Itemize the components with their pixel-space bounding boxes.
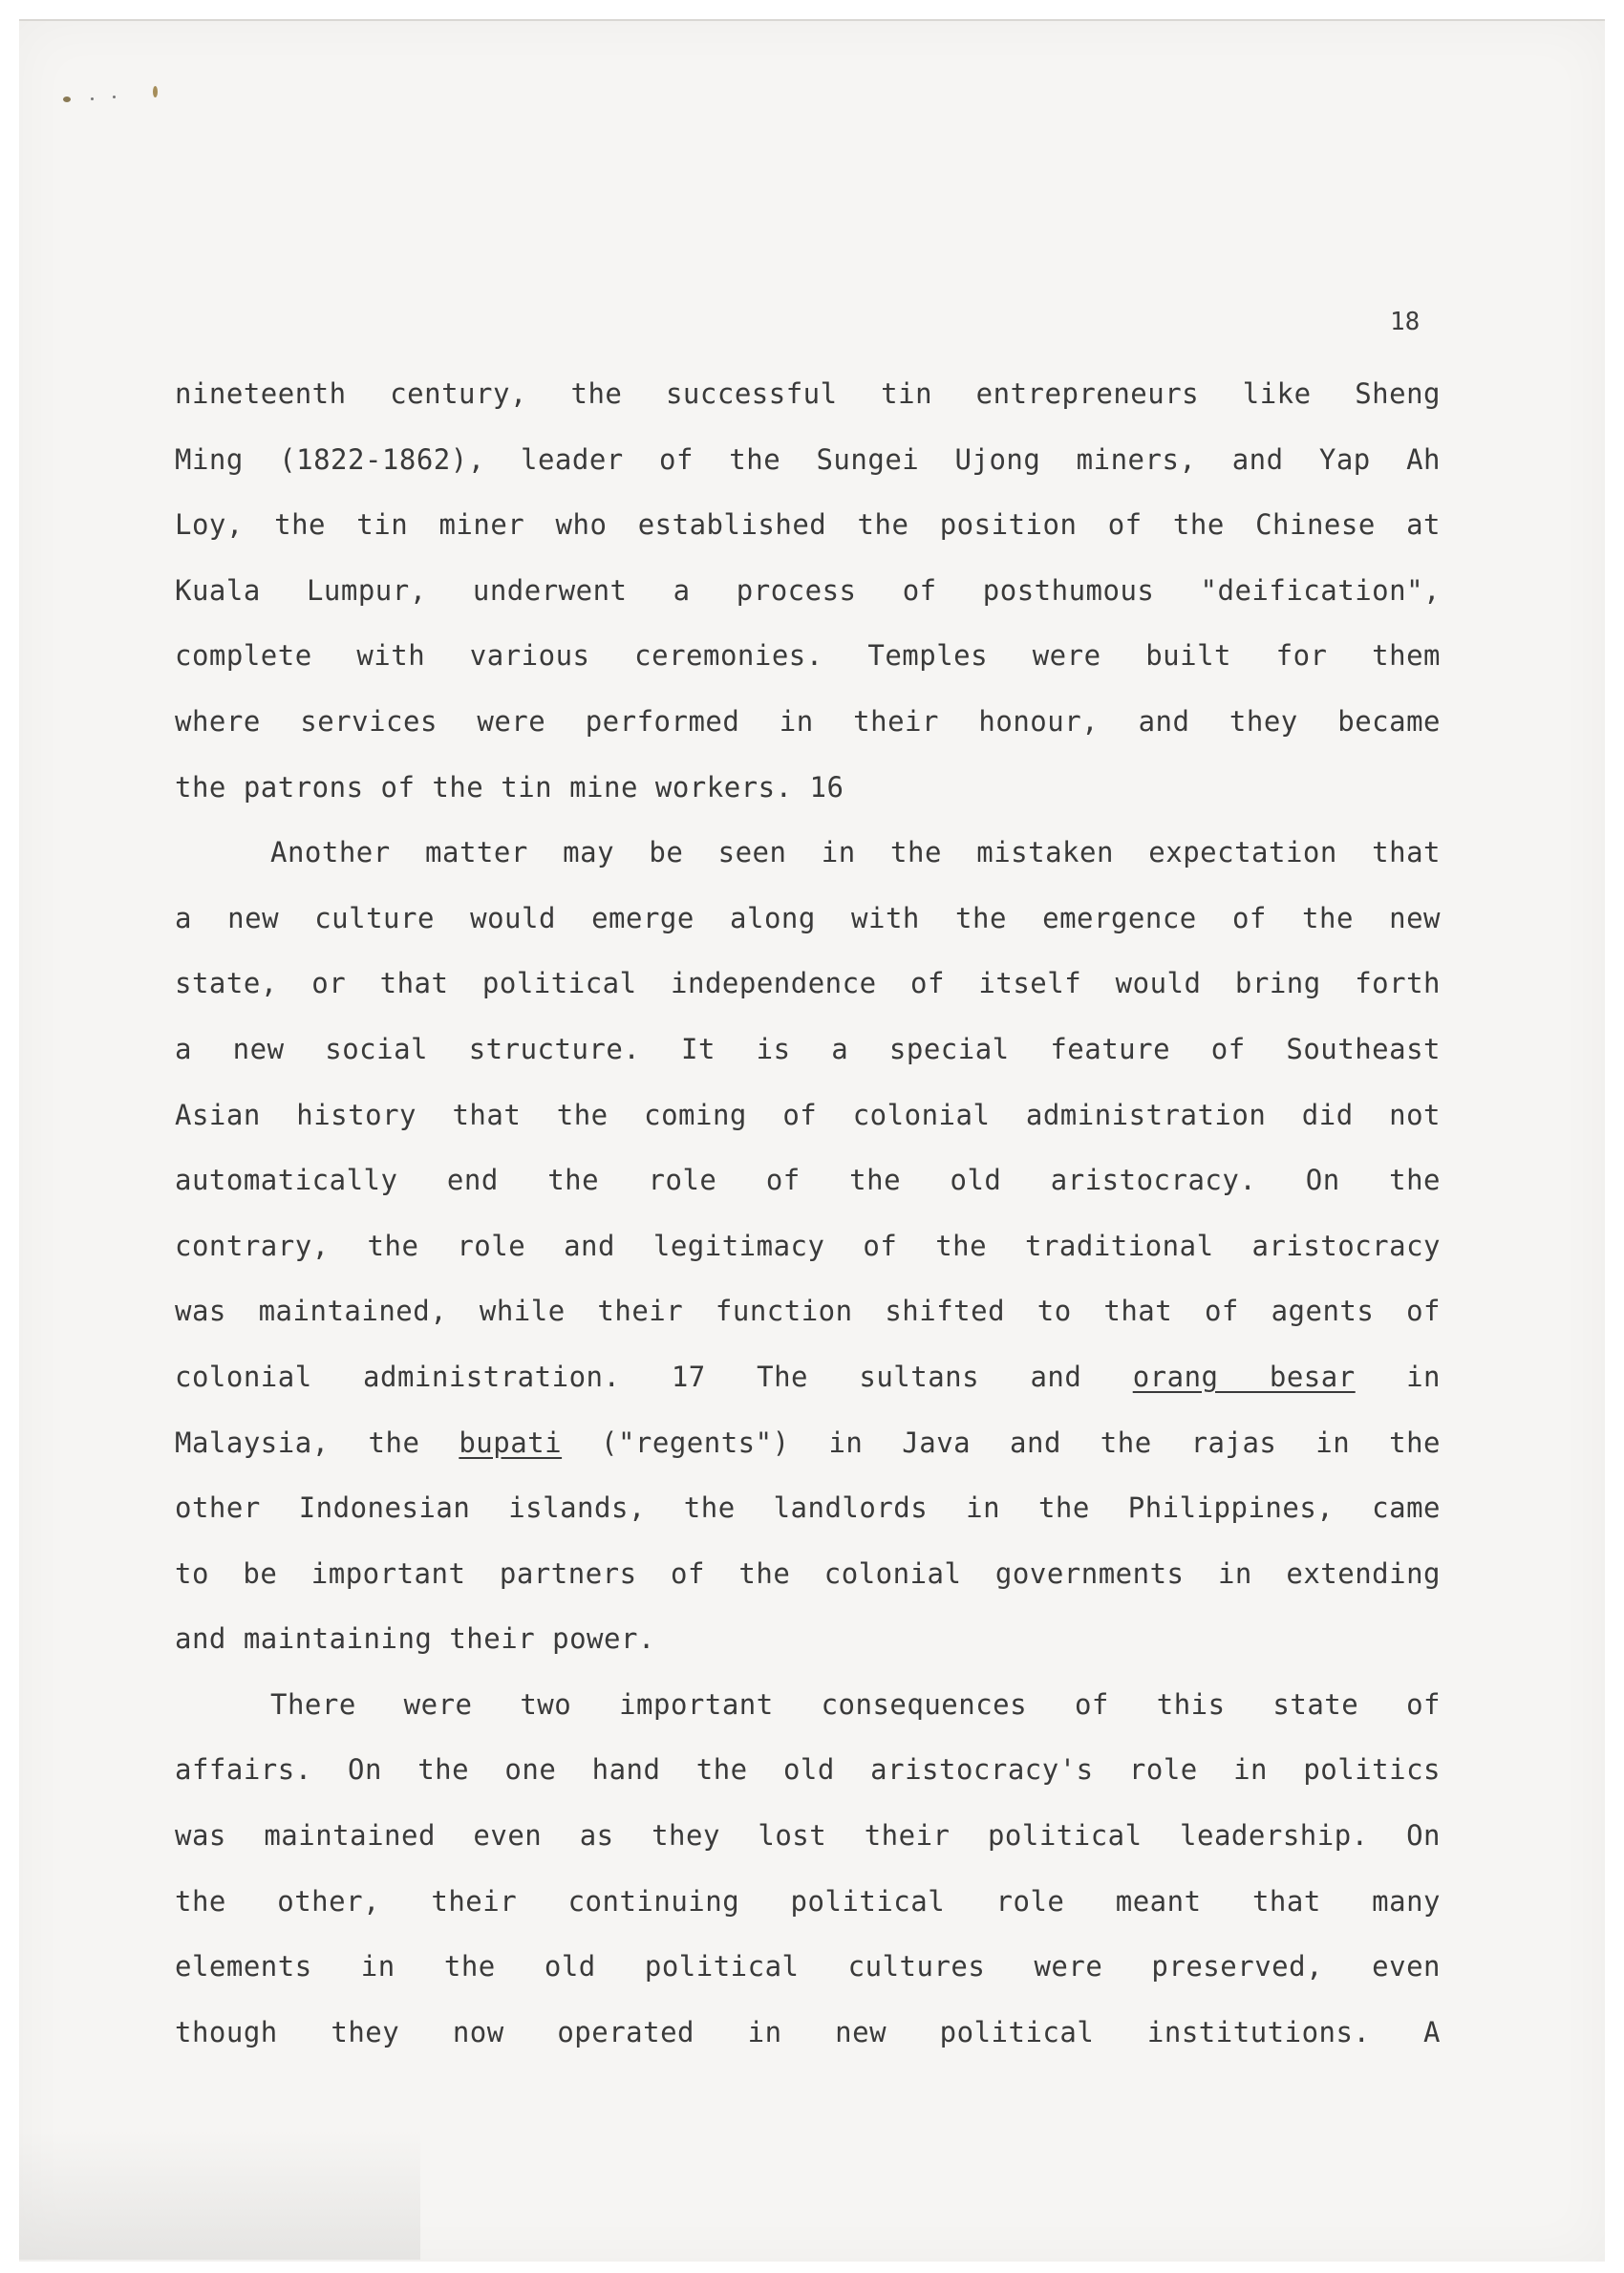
text-line: other Indonesian islands, the landlords in the Philippines, came [175,1491,1441,1525]
text-line: was maintained, while their function shifted to that of agents of [175,1295,1441,1328]
paper-speck [153,86,158,97]
text-line: contrary, the role and legitimacy of the traditional aristocracy [175,1229,1441,1262]
text-line: to be important partners of the colonial governments in extending [175,1556,1441,1590]
paragraph [175,820,1441,1672]
text-line: complete with various ceremonies. Temples were built for them [175,639,1441,673]
text-line: though they now operated in new political institutions. A [175,2015,1441,2048]
text-line: where services were performed in their honour, and they became [175,704,1441,738]
text-line: nineteenth century, the successful tin entrepreneurs like Sheng [175,377,1441,410]
text-line: Kuala Lumpur, underwent a process of posthumous "deification", [175,573,1441,607]
text-segment: ("regents") in Java and the rajas in the [562,1426,1441,1459]
text-line: affairs. On the one hand the old aristocracy's role in politics [175,1753,1441,1787]
text-line: elements in the old political cultures were preserved, even [175,1950,1441,1984]
text-segment: Malaysia, the [175,1426,459,1459]
paragraph [175,361,1441,820]
paper-speck [113,96,116,98]
text-line: Another matter may be seen in the mistaken expectation that [270,836,1441,869]
paper-speck [91,97,94,100]
text-segment: in [1355,1360,1441,1393]
text-line: automatically end the role of the old aristocracy. On the [175,1164,1441,1197]
text-line: the other, their continuing political role meant that many [175,1884,1441,1918]
scan-shadow [19,2131,420,2260]
underlined-term: orang besar [1132,1360,1356,1393]
text-line: Ming (1822-1862), leader of the Sungei Ujong miners, and Yap Ah [175,442,1441,476]
text-line-with-term [175,1410,1441,1476]
text-line: state, or that political independence of itself would bring forth [175,967,1441,1000]
text-line: a new social structure. It is a special feature of Southeast [175,1032,1441,1065]
text-line-with-term [175,1344,1441,1410]
paragraph [175,1672,1441,2066]
text-line: was maintained even as they lost their political leadership. On [175,1819,1441,1853]
page-number: 18 [1390,308,1421,336]
text-line: a new culture would emerge along with the emergence of the new [175,901,1441,934]
text-line: There were two important consequences of this state of [270,1687,1441,1721]
underlined-term: bupati [459,1426,563,1459]
text-line: Asian history that the coming of colonial administration did not [175,1098,1441,1131]
text-line: Loy, the tin miner who established the position of the Chinese at [175,508,1441,542]
text-segment: colonial administration. 17 The sultans and [175,1360,1133,1393]
text-line: and maintaining their power. [175,1622,655,1656]
paper-speck [63,96,71,102]
text-line: the patrons of the tin mine workers. 16 [175,770,844,804]
body-text [175,361,1441,2065]
